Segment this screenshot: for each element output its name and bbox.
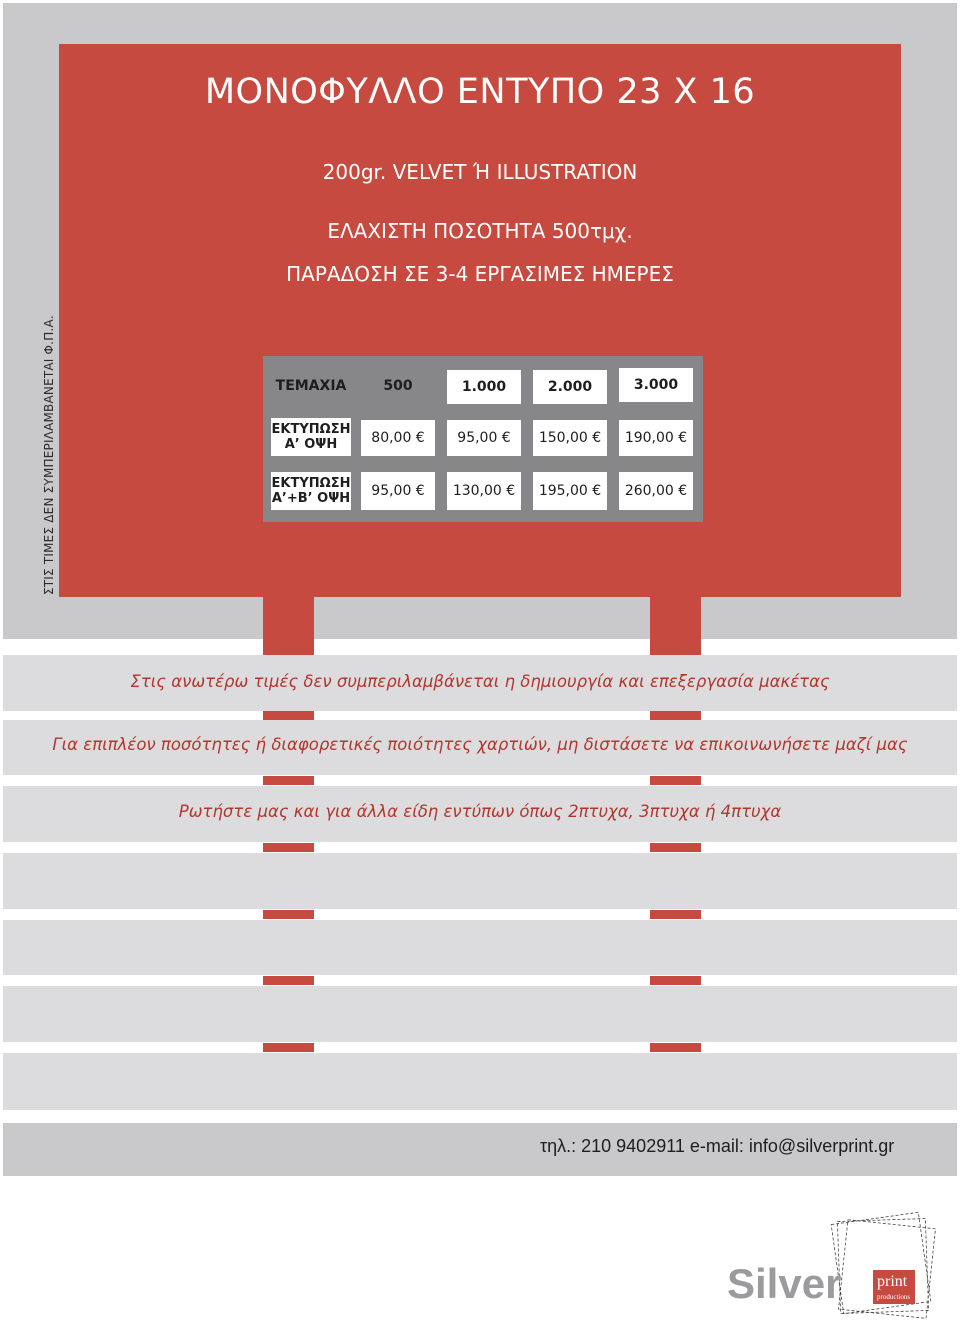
empty-band [3,853,957,909]
band-tick [650,1043,701,1052]
paper-type: 200gr. VELVET Ή ILLUSTRATION [322,160,638,184]
price-cell: 130,00 € [447,472,521,510]
band-tick [650,976,701,985]
quantity-3000: 3.000 [619,368,693,402]
row-label-single-side [271,418,351,456]
price-table [263,356,703,522]
delivery-time: ΠΑΡΑΔΟΣΗ ΣΕ 3-4 ΕΡΓΑΣΙΜΕΣ ΗΜΕΡΕΣ [286,262,674,286]
price-cell: 95,00 € [361,472,435,510]
connector-left [263,597,314,655]
vat-side-note: ΣΤΙΣ ΤΙΜΕΣ ΔΕΝ ΣΥΜΠΕΡΙΛΑΜΒΑΝΕΤΑΙ Φ.Π.Α. [42,315,56,595]
page-title: ΜΟΝΟΦΥΛΛΟ ΕΝΤΥΠΟ 23 Χ 16 [204,72,756,112]
band-tick [263,711,314,720]
band-tick [650,843,701,852]
quantity-500: 500 [383,378,413,394]
price-cell: 95,00 € [447,420,521,456]
note-design-not-included: Στις ανωτέρω τιμές δεν συμπεριλαμβάνεται η δημιουργία και επεξεργασία μακέτας [130,672,830,691]
quantity-2000: 2.000 [533,370,607,404]
band-tick [263,843,314,852]
silverprint-logo [725,1210,950,1325]
quantity-header: ΤΕΜΑΧΙΑ [275,378,347,394]
band-tick [263,910,314,919]
row-label-double-side [271,472,351,510]
row-label-line2: Α’ ΟΨΗ [284,437,338,452]
band-tick [650,711,701,720]
price-cell: 150,00 € [533,420,607,456]
price-cell: 195,00 € [533,472,607,510]
band-tick [263,776,314,785]
minimum-quantity: ΕΛΑΧΙΣΤΗ ΠΟΣΟΤΗΤΑ 500τμχ. [327,219,633,243]
row-label-line1: ΕΚΤΥΠΩΣΗ [271,476,351,491]
empty-band [3,1053,957,1110]
note-contact-for-more: Για επιπλέον ποσότητες ή διαφορετικές ποιότητες χαρτιών, μη διστάσετε να επικοινωνήσετε μαζί μας [52,735,908,754]
logo-word-silver: Silver [727,1260,842,1307]
connector-right [650,597,701,655]
contact-info: τηλ.: 210 9402911 e-mail: info@silverprint.gr [540,1136,895,1156]
band-tick [650,910,701,919]
price-cell: 260,00 € [619,472,693,510]
empty-band [3,920,957,975]
band-tick [263,976,314,985]
band-tick [650,776,701,785]
logo-graphic [725,1210,950,1325]
logo-word-print: print [877,1273,908,1290]
price-cell: 80,00 € [361,420,435,456]
empty-band [3,986,957,1042]
price-cell: 190,00 € [619,420,693,456]
row-label-line1: ΕΚΤΥΠΩΣΗ [271,422,351,437]
row-label-line2: Α’+Β’ ΟΨΗ [271,491,351,506]
note-other-products: Ρωτήστε μας και για άλλα είδη εντύπων όπως 2πτυχα, 3πτυχα ή 4πτυχα [178,802,782,821]
logo-word-productions: productions [877,1293,911,1301]
quantity-1000: 1.000 [447,370,521,404]
band-tick [263,1043,314,1052]
